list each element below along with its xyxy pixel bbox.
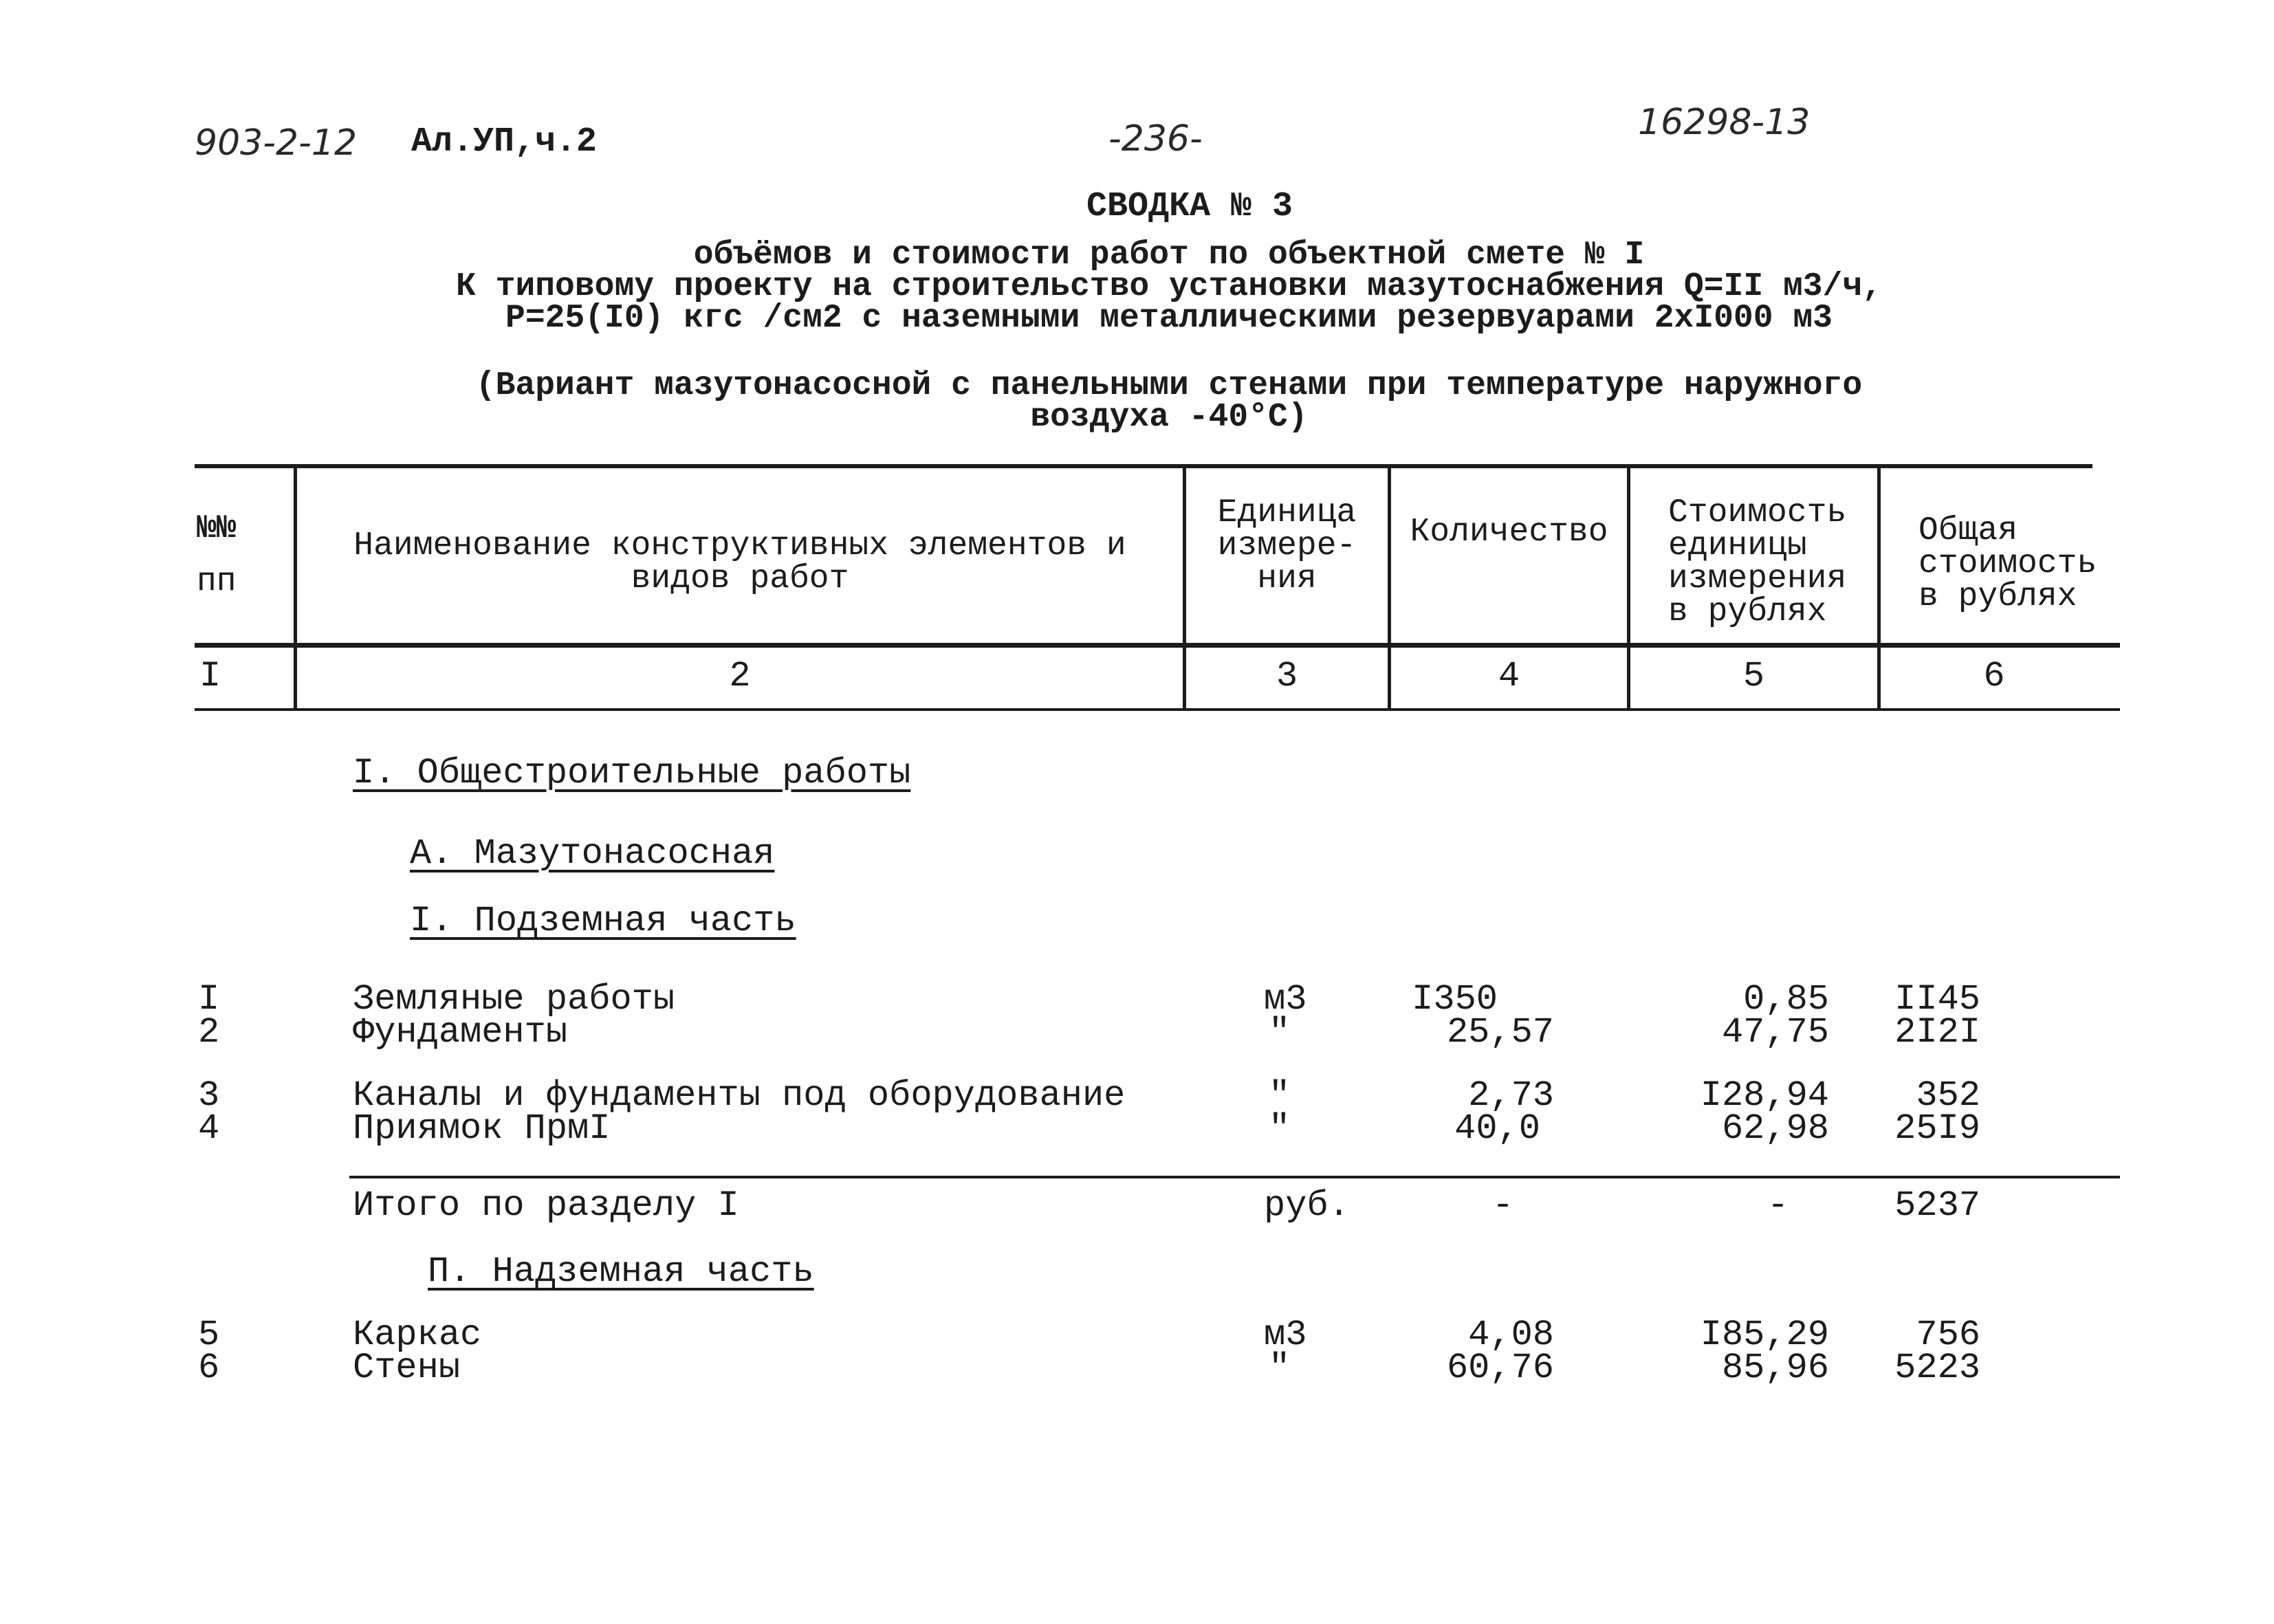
section-building-heading: А. Мазутонасосная — [410, 833, 775, 874]
row-unit: м3 — [1264, 1315, 1307, 1355]
row-name: Приямок ПрмI — [353, 1108, 611, 1149]
row-unit: " — [1269, 1108, 1291, 1149]
doc-code: 903-2-12 — [195, 122, 358, 164]
row-quantity: 2,73 — [1468, 1075, 1554, 1116]
col-number-3: 3 — [1276, 656, 1298, 696]
col3-header-line2: измере- — [1217, 527, 1357, 564]
title-line-1: объёмов и стоимости работ по объектной смете № I — [693, 237, 1645, 274]
row-unit: " — [1269, 1012, 1291, 1053]
col-number-5: 5 — [1742, 656, 1765, 696]
row-total: 756 — [1916, 1315, 1980, 1355]
col3-header-line1: Единица — [1217, 494, 1357, 531]
row-number: 2 — [198, 1012, 220, 1053]
document-title: СВОДКА № 3 — [1086, 187, 1293, 226]
row-name: Стены — [353, 1348, 461, 1388]
header-bottom-rule — [195, 643, 2120, 648]
subtotal-price: - — [1767, 1185, 1789, 1226]
col-number-1: I — [199, 656, 221, 696]
subtotal-qty: - — [1492, 1185, 1514, 1226]
row-name: Каркас — [353, 1315, 482, 1355]
subtotal-label: Итого по разделу I — [353, 1185, 739, 1226]
row-total: 5223 — [1894, 1348, 1980, 1388]
row-name: Каналы и фундаменты под оборудование — [353, 1075, 1126, 1116]
section-general-heading: I. Общестроительные работы — [353, 753, 911, 793]
row-total: II45 — [1894, 979, 1980, 1020]
archive-number: 16298-13 — [1638, 102, 1811, 143]
col-number-6: 6 — [1983, 656, 2005, 696]
variant-line-2: воздуха -40°С) — [1030, 399, 1308, 436]
row-unit-price: 62,98 — [1721, 1108, 1829, 1149]
page-number: -236- — [1108, 118, 1203, 160]
col4-header: Количество — [1410, 514, 1608, 551]
col1-header-line2: пп — [197, 563, 237, 600]
row-unit: " — [1269, 1348, 1291, 1388]
row-unit: " — [1269, 1075, 1291, 1116]
variant-line-1: (Вариант мазутонасосной с панельными стенами при температуре наружного — [475, 367, 1863, 404]
row-total: 2I2I — [1894, 1012, 1980, 1053]
col5-header-line3: измерения — [1668, 560, 1847, 597]
col5-header-line4: в рублях — [1668, 593, 1827, 630]
row-quantity: 4,08 — [1468, 1315, 1554, 1355]
section-aboveground-heading: П. Надземная часть — [428, 1251, 814, 1292]
table-top-rule — [195, 464, 2092, 468]
title-line-2: К типовому проекту на строительство установки мазутоснабжения Q=II м3/ч, — [456, 268, 1882, 305]
row-quantity: 60,76 — [1446, 1348, 1554, 1388]
row-quantity: 25,57 — [1446, 1012, 1554, 1053]
row-quantity: I350 — [1412, 979, 1498, 1020]
row-name: Земляные работы — [353, 979, 675, 1020]
col5-header-line2: единицы — [1668, 527, 1807, 564]
section-underground-heading: I. Подземная часть — [410, 901, 796, 941]
col6-header-line1: Общая — [1918, 512, 2018, 549]
row-number: 3 — [198, 1075, 220, 1116]
number-row-rule — [195, 708, 2120, 711]
row-number: I — [198, 979, 220, 1020]
col2-header-line2: видов работ — [631, 560, 849, 597]
album-ref: Ал.УП,ч.2 — [411, 122, 598, 162]
row-unit-price: 0,85 — [1743, 979, 1829, 1020]
row-number: 5 — [198, 1315, 220, 1355]
col-number-2: 2 — [729, 656, 751, 696]
row-unit-price: I85,29 — [1700, 1315, 1829, 1355]
row-number: 6 — [198, 1348, 220, 1388]
row-number: 4 — [198, 1108, 220, 1149]
col3-header-line3: ния — [1257, 560, 1317, 597]
col6-header-line2: стоимость — [1918, 545, 2097, 582]
row-unit-price: 85,96 — [1721, 1348, 1829, 1388]
row-unit-price: I28,94 — [1700, 1075, 1829, 1116]
row-unit-price: 47,75 — [1721, 1012, 1829, 1053]
col6-header-line3: в рублях — [1918, 578, 2077, 615]
row-quantity: 40,0 — [1454, 1108, 1540, 1149]
subtotal-rule — [349, 1176, 2120, 1178]
row-unit: м3 — [1264, 979, 1307, 1020]
title-line-3: Р=25(I0) кгс /см2 с наземными металлическими резервуарами 2хI000 м3 — [505, 300, 1833, 337]
col1-header-line1: №№ — [197, 510, 237, 547]
row-name: Фундаменты — [353, 1012, 568, 1053]
col5-header-line1: Стоимость — [1668, 494, 1847, 531]
row-total: 25I9 — [1894, 1108, 1980, 1149]
row-total: 352 — [1916, 1075, 1980, 1116]
col2-header-line1: Наименование конструктивных элементов и — [353, 527, 1126, 564]
subtotal-unit: руб. — [1264, 1185, 1350, 1226]
subtotal-sum: 5237 — [1894, 1185, 1980, 1226]
col-number-4: 4 — [1498, 656, 1520, 696]
